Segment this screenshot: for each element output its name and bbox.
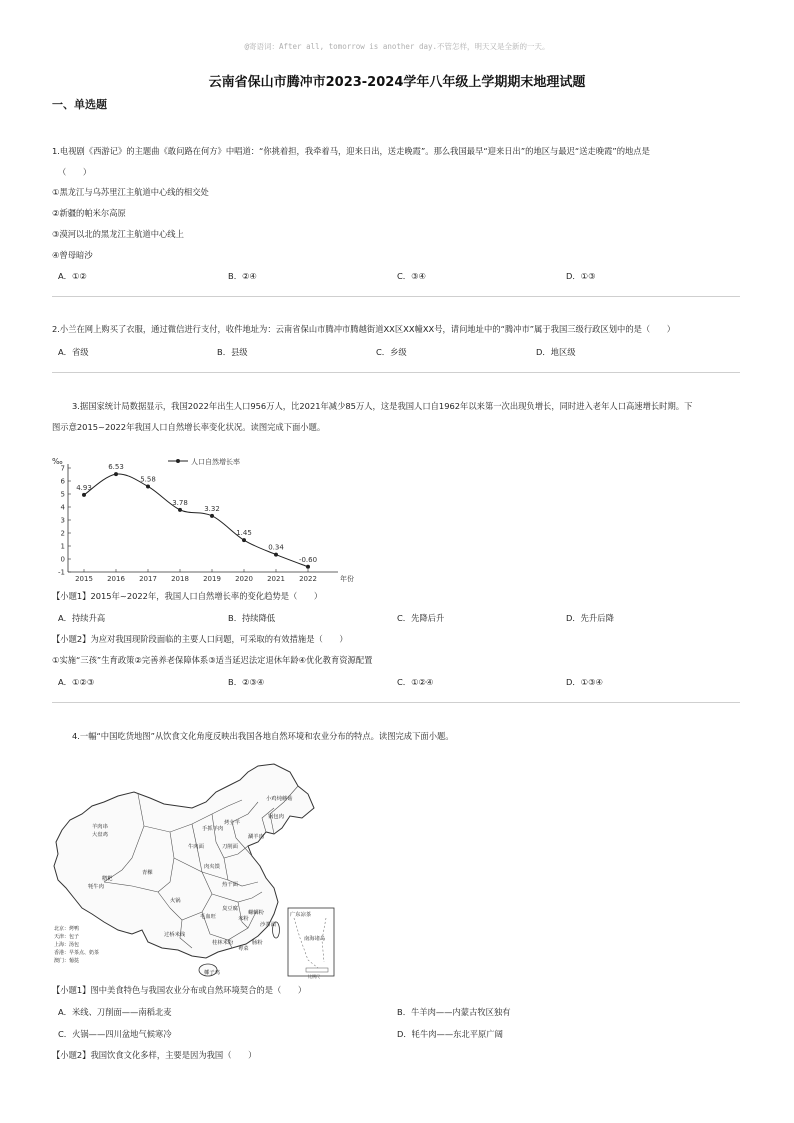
page-motto: @寄语词：After all, tomorrow is another day.不管怎样，明天又是全新的一天。 xyxy=(244,42,550,51)
y-axis-label: ‰ xyxy=(52,457,63,466)
q4-sub1-option-a[interactable]: A．米线、刀削面——南稻北麦 xyxy=(58,1007,172,1017)
x-axis-label: 年份 xyxy=(340,575,354,583)
map-label: 桂林米粉 xyxy=(212,940,234,946)
data-point xyxy=(146,484,150,488)
y-tick-label: 7 xyxy=(60,464,65,473)
y-tick-label: 0 xyxy=(60,555,65,564)
y-tick-label: 5 xyxy=(60,490,65,499)
growth-rate-chart xyxy=(48,452,368,590)
map-label: 肉夹馍 xyxy=(204,864,220,870)
q3-sub1-option-c[interactable]: C．先降后升 xyxy=(397,613,445,623)
south-sea-inset xyxy=(288,908,334,976)
data-label: 0.34 xyxy=(268,543,284,552)
q1-item: ④曾母暗沙 xyxy=(52,250,93,260)
q2-option-b[interactable]: B．县级 xyxy=(217,347,248,357)
q4-stem: 4.一幅“中国吃货地图”从饮食文化角度反映出我国各地自然环境和农业分布的特点。读图完成下面小题。 xyxy=(72,731,454,741)
q2-stem: 2.小兰在网上购买了衣服，通过微信进行支付，收件地址为：云南省保山市腾冲市腾越街道XX区XX幢XX号，请问地址中的“腾冲市”属于我国三级行政区划中的是（ ） xyxy=(52,324,676,334)
map-label: 烤全羊 xyxy=(224,820,240,826)
map-label: 毛血旺 xyxy=(200,914,216,920)
data-label: 4.93 xyxy=(76,483,92,492)
map-label: 大盘鸡 xyxy=(92,832,108,838)
q3-sub1-option-b[interactable]: B．持续降低 xyxy=(228,613,276,623)
map-label: 螺蛳粉 xyxy=(248,910,264,916)
q1-option-c[interactable]: C．③④ xyxy=(397,271,426,281)
q2-option-d[interactable]: D．地区级 xyxy=(536,347,576,357)
data-label: 3.32 xyxy=(204,504,220,513)
legend-marker xyxy=(176,459,180,463)
map-label: 涮羊肉 xyxy=(248,834,264,840)
data-label: -0.60 xyxy=(298,555,318,564)
q3-sub1-option-a[interactable]: A．持续升高 xyxy=(58,613,106,623)
map-label: 锅包肉 xyxy=(268,814,284,820)
data-point xyxy=(274,553,278,557)
map-label: 热干面 xyxy=(222,882,238,888)
q1-option-a[interactable]: A．①② xyxy=(58,271,87,281)
x-tick-label: 2020 xyxy=(235,575,253,583)
map-legend-item: 天津：包子 xyxy=(54,934,80,940)
q4-sub2: 【小题2】我国饮食文化多样，主要是因为我国（ ） xyxy=(52,1050,257,1060)
data-label: 1.45 xyxy=(236,529,252,538)
map-city-legend xyxy=(54,925,99,964)
data-label: 3.78 xyxy=(172,498,188,507)
q3-sub2-option-c[interactable]: C．①②④ xyxy=(397,677,434,687)
y-tick-label: 6 xyxy=(60,477,65,486)
q2-option-a[interactable]: A．省级 xyxy=(58,347,89,357)
y-tick-label: 1 xyxy=(60,542,65,551)
y-tick-label: 2 xyxy=(60,529,65,538)
map-label: 牦牛肉 xyxy=(88,884,104,890)
q4-sub1: 【小题1】图中美食特色与我国农业分布或自然环境契合的是（ ） xyxy=(52,985,307,995)
map-label: 米粉 xyxy=(238,916,249,922)
legend-label: 人口自然增长率 xyxy=(191,458,240,466)
divider xyxy=(52,372,740,373)
q1-stem: 1.电视剧《西游记》的主题曲《敢问路在何方》中唱道：“你挑着担，我牵着马，迎来日出，送走晚霞”。那么我国最早“迎来日出”的地区与最迟“送走晚霞”的地点是 xyxy=(52,146,650,156)
map-label: 南海诸岛 xyxy=(304,936,326,942)
map-label: 青稞 xyxy=(142,870,153,876)
map-label: 糌粑 xyxy=(102,876,113,882)
map-label: 牛肉面 xyxy=(188,844,204,850)
y-tick-label: 4 xyxy=(60,503,65,512)
series-line xyxy=(84,474,308,567)
map-label: 粤菜 xyxy=(238,946,249,952)
data-label: 6.53 xyxy=(108,463,124,472)
chart-legend xyxy=(168,457,240,466)
data-point xyxy=(242,538,246,542)
chart-ticks xyxy=(58,465,317,584)
q1-item: ①黑龙江与乌苏里江主航道中心线的相交处 xyxy=(52,187,209,197)
map-label: 广东凉茶 xyxy=(290,912,312,918)
x-tick-label: 2019 xyxy=(203,575,221,583)
food-map-china xyxy=(52,762,342,980)
q3-stem: 3.据国家统计局数据显示，我国2022年出生人口956万人，比2021年减少85万人，这是我国人口自1962年以来第一次出现负增长，同时进入老年人口高速增长时期。下 xyxy=(72,401,693,411)
data-point xyxy=(114,472,118,476)
q1-option-d[interactable]: D．①③ xyxy=(566,271,596,281)
x-tick-label: 2015 xyxy=(75,575,93,583)
q3-stem-cont: 图示意2015~2022年我国人口自然增长率变化状况。读图完成下面小题。 xyxy=(52,422,326,432)
map-label: 羊肉串 xyxy=(92,824,108,830)
chart-axes xyxy=(52,457,354,583)
data-point xyxy=(210,514,214,518)
map-legend-item: 香港：早茶点、奶茶 xyxy=(54,950,100,956)
q3-sub1: 【小题1】2015年~2022年，我国人口自然增长率的变化趋势是（ ） xyxy=(52,591,323,601)
map-label: 小鸡炖蘑菇 xyxy=(266,796,293,802)
y-tick-label: 3 xyxy=(60,516,65,525)
data-label: 5.58 xyxy=(140,475,156,484)
map-label: 臭豆腐 xyxy=(222,906,238,912)
data-point xyxy=(178,508,182,512)
q3-sub2-option-d[interactable]: D．①③④ xyxy=(566,677,603,687)
q4-sub1-option-c[interactable]: C．火锅——四川盆地气候寒冷 xyxy=(58,1029,172,1039)
map-label: 手抓羊肉 xyxy=(202,826,224,832)
q3-sub2-option-b[interactable]: B．②③④ xyxy=(228,677,265,687)
data-point xyxy=(82,493,86,497)
q2-option-c[interactable]: C．乡级 xyxy=(376,347,407,357)
divider xyxy=(52,296,740,297)
q1-item: ②新疆的帕米尔高原 xyxy=(52,208,126,218)
map-label: 火锅 xyxy=(170,898,181,904)
map-label: 比例尺 xyxy=(308,974,320,979)
q3-sub2: 【小题2】为应对我国现阶段面临的主要人口问题，可采取的有效措施是（ ） xyxy=(52,634,348,644)
section-heading: 一、单选题 xyxy=(52,98,107,111)
map-label: 沙茶面 xyxy=(260,922,276,928)
map-legend-item: 北京：烤鸭 xyxy=(54,926,80,932)
divider xyxy=(52,702,740,703)
q3-sub2-option-a[interactable]: A．①②③ xyxy=(58,677,95,687)
q1-stem-bracket: （ ） xyxy=(58,167,92,177)
q1-item: ③漠河以北的黑龙江主航道中心线上 xyxy=(52,229,184,239)
x-tick-label: 2016 xyxy=(107,575,125,583)
q4-sub1-option-b[interactable]: B．牛羊肉——内蒙古牧区独有 xyxy=(397,1007,511,1017)
x-tick-label: 2018 xyxy=(171,575,189,583)
q1-option-b[interactable]: B．②④ xyxy=(228,271,257,281)
page-title: 云南省保山市腾冲市2023-2024学年八年级上学期期末地理试题 xyxy=(208,75,586,90)
map-label: 椰子鸡 xyxy=(204,970,220,976)
y-tick-label: -1 xyxy=(58,568,65,577)
q4-sub1-option-d[interactable]: D．牦牛肉——东北平原广阔 xyxy=(397,1029,503,1039)
map-label: 过桥米线 xyxy=(164,932,186,938)
chart-marks xyxy=(76,463,317,569)
data-point xyxy=(306,565,310,569)
map-legend-item: 上海：汤包 xyxy=(54,942,80,948)
q3-sub1-option-d[interactable]: D．先升后降 xyxy=(566,613,614,623)
map-legend-item: 澳门：葡挞 xyxy=(54,958,80,964)
q3-sub2-items: ①实施“三孩”生育政策②完善养老保障体系③适当延迟法定退休年龄④优化教育资源配置 xyxy=(52,655,373,665)
x-tick-label: 2017 xyxy=(139,575,157,583)
map-label: 肠粉 xyxy=(252,940,263,946)
x-tick-label: 2022 xyxy=(299,575,317,583)
map-label: 刀削面 xyxy=(222,844,238,850)
x-tick-label: 2021 xyxy=(267,575,285,583)
